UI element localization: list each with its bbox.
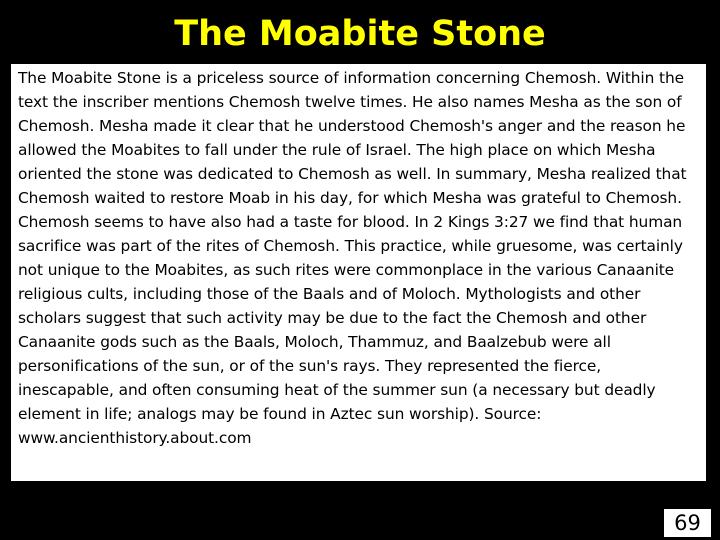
page-number: 69: [663, 508, 712, 538]
slide-title: The Moabite Stone: [174, 14, 546, 54]
body-text: The Moabite Stone is a priceless source of information concerning Chemosh. Within the text the inscriber mentions Chemosh twelve times. He also names Mesha as the son of Chemosh. Mesha made it clear that he understood Chemosh's anger and the reason he allowed the Moabites to fall under the rule of Israel. The high place on which Mesha oriented the stone was dedicated to Chemosh as well. In summary, Mesha realized that Chemosh waited to restore Moab in his day, for which Mesha was grateful to Chemosh. Chemosh seems to have also had a taste for blood. In 2 Kings 3:27 we find that human sacrifice was part of the rites of Chemosh. This practice, while gruesome, was certainly not unique to the Moabites, as such rites were commonplace in the various Canaanite religious cults, including those of the Baals and of Moloch. Mythologists and other scholars suggest that such activity may be due to the fact the Chemosh and other Canaanite gods such as the Baals, Moloch, Thammuz, and Baalzebub were all personifications of the sun, or of the sun's rays. They represented the fierce, inescapable, and often consuming heat of the summer sun (a necessary but deadly element in life; analogs may be found in Aztec sun worship). Source: www.ancienthistory.about.com: [18, 69, 687, 447]
content-box: [11, 64, 706, 481]
